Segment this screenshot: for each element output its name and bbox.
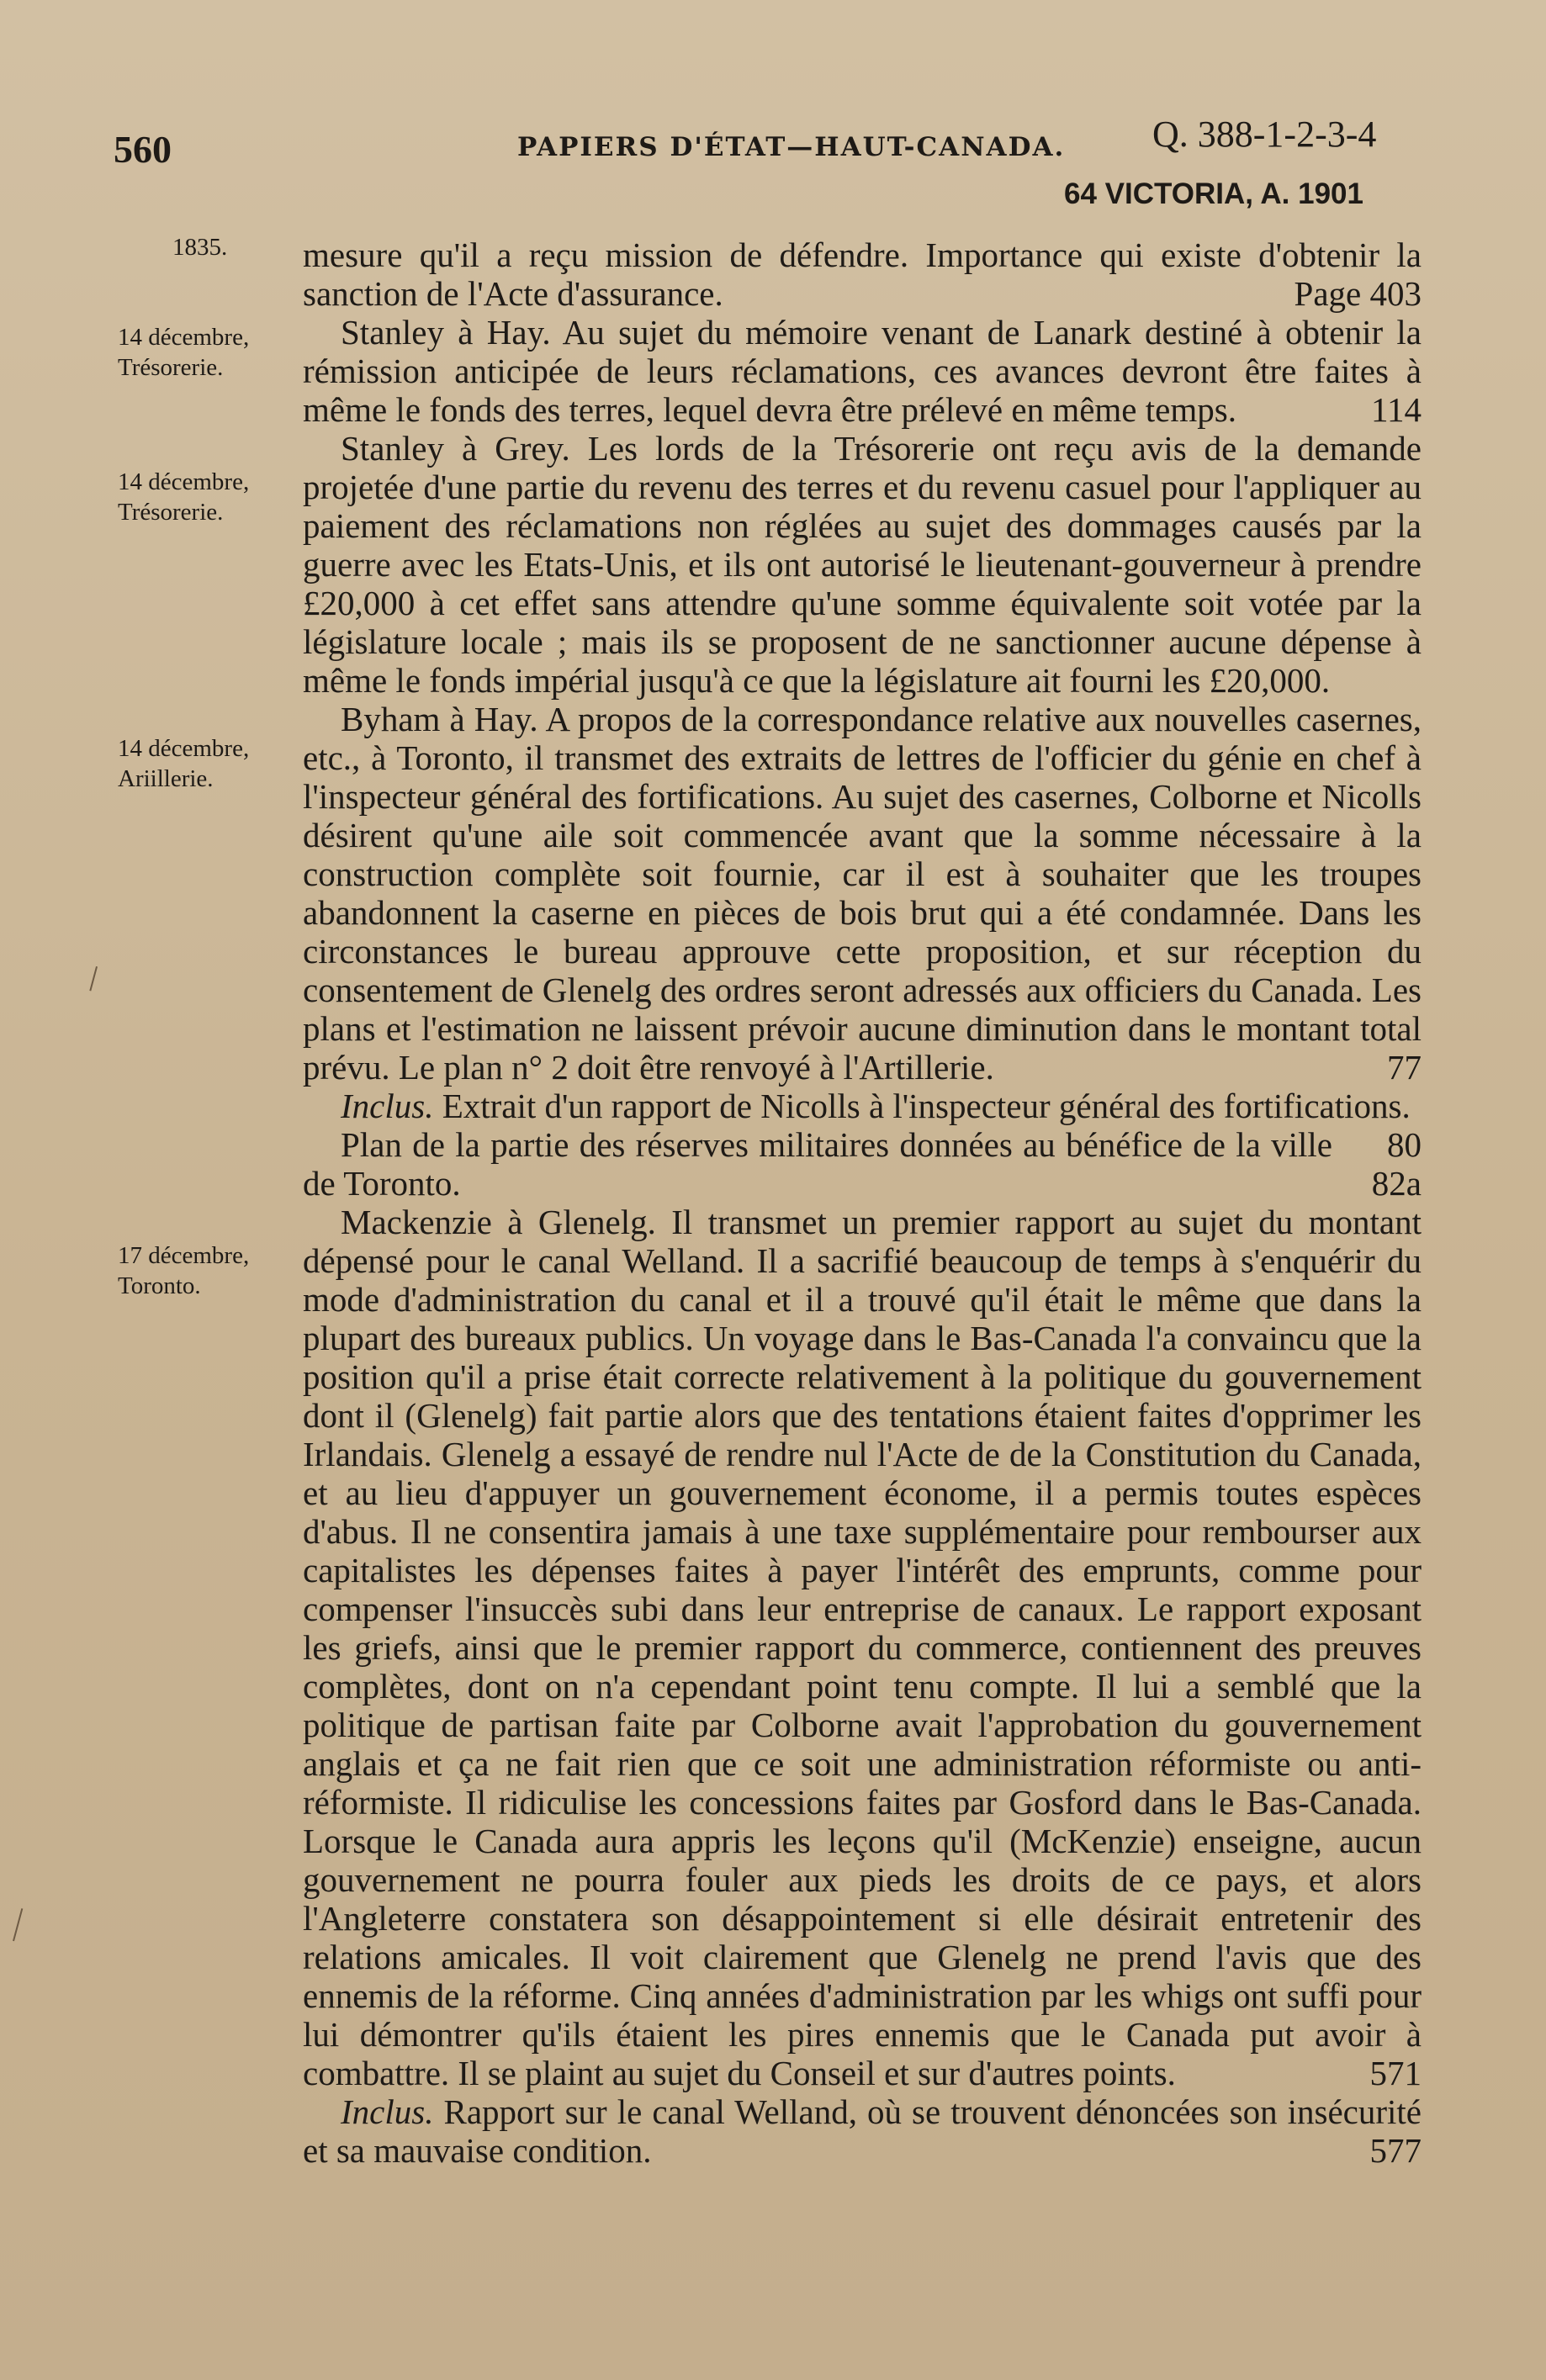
margin-place: Trésorerie. — [118, 499, 224, 526]
enclosure: Inclus. Rapport sur le canal Welland, où se trouvent dénoncées son insécurité et sa mauvaise condition. 577 — [303, 2092, 1422, 2170]
enclosure: Inclus. Extrait d'un rapport de Nicolls à l'inspecteur général des fortifications. 80 — [341, 1087, 1422, 1164]
entry-mackenzie-glenelg: Mackenzie à Glenelg. Il transmet un premier rapport au sujet du montant dépensé pour le canal Welland. Il a sacrifié beaucoup de temps à s'enquérir du mode d'administration du canal et il a trouvé qu'il était le même que dans la plupart des bureaux publics. Un voyage dans le Bas-Canada l'a convaincu que la position qu'il a prise était correcte relativement à la politique du gouvernement dont il (Glenelg) fait partie alors que des tentations étaient faites d'opprimer les Irlandais. Glenelg a essayé de rendre nul l'Acte de de la Constitution du Canada, et au lieu d'appuyer un gouvernement économe, il a permis toutes espèces d'abus. Il ne consentira jamais à une taxe supplémentaire pour rembourser aux capitalistes les dépenses faites à payer l'intérêt des emprunts, comme pour compenser l'insuccès subi dans leur entreprise de canaux. Le rapport exposant les griefs, ainsi que le premier rapport du commerce, contiennent des preuves complètes, dont on n'a cependant point tenu compte. Il lui a semblé que la politique de partisan faite par Colborne avait l'approbation du gouvernement anglais et ça ne fait rien que ce soit une administration réformiste ou anti-réformiste. Il ridiculise les concessions faites par Gosford dans le Bas-Canada. Lorsque le Canada aura appris les leçons qu'il (McKenzie) enseigne, aucun gouvernement ne pourra fouler aux pieds les droits de ce pays, et alors l'Angleterre constatera son désappointement si elle désirait entretenir des relations amicales. Il voit clairement que Glenelg ne prend l'avis que des ennemis de la réforme. Cinq années d'administration par les whigs ont suffi pour lui démontrer qu'ils étaient les pires ennemis que le Canada put avoir à combattre. Il se plaint au sujet du Conseil et sur d'autres points. 571 — [303, 1203, 1422, 2092]
margin-date: 17 décembre, — [118, 1242, 250, 1269]
page-ref: 77 — [1387, 1048, 1422, 1087]
margin-place: Ariillerie. — [118, 765, 214, 792]
archive-reference: Q. 388-1-2-3-4 — [1152, 114, 1377, 155]
running-title: PAPIERS D'ÉTAT—HAUT-CANADA. — [517, 132, 1066, 162]
ink-mark — [13, 1908, 31, 1944]
margin-date: 14 décembre, — [118, 468, 250, 495]
margin-note-1 — [118, 322, 303, 383]
enclosure-label: Inclus. — [341, 1087, 434, 1125]
entry-stanley-hay: Stanley à Hay. Au sujet du mémoire venant de Lanark destiné à obtenir la rémission anticipée de leurs réclamations, ces avances devront être faites à même le fonds des terres, lequel devra être prélevé en même temps. 114 — [303, 313, 1422, 429]
year-label: 1835. — [172, 234, 228, 261]
margin-date: 14 décembre, — [118, 324, 250, 351]
margin-year — [118, 232, 303, 262]
enclosure-plan: Plan de la partie des réserves militaires données au bénéfice de la ville de Toronto. 82a — [303, 1125, 1422, 1203]
page-number: 560 — [114, 128, 172, 171]
page-ref: 577 — [1369, 2131, 1422, 2170]
page-ref: 571 — [1369, 2054, 1422, 2092]
entry-continuation: mesure qu'il a reçu mission de défendre. Importance qui existe d'obtenir la sanction de l'Acte d'assurance. Page 403 — [303, 235, 1422, 313]
ink-mark — [89, 966, 105, 993]
margin-date: 14 décembre, — [118, 735, 250, 762]
main-text — [303, 235, 1422, 2170]
margin-place: Toronto. — [118, 1272, 201, 1299]
margin-place: Trésorerie. — [118, 354, 224, 381]
margin-note-3 — [118, 733, 303, 794]
session-label: 64 VICTORIA, A. 1901 — [1064, 177, 1363, 210]
enclosure-label: Inclus. — [341, 2092, 434, 2131]
entry-stanley-grey: Stanley à Grey. Les lords de la Trésorerie ont reçu avis de la demande projetée d'une partie du revenu des terres et du revenu casuel pour l'appliquer au paiement des réclamations non réglées au sujet des dommages causés par la guerre avec les Etats-Unis, et ils ont autorisé le lieutenant-gouverneur à prendre £20,000 à cet effet sans attendre qu'une somme équivalente soit votée par la législature locale ; mais ils se proposent de ne sanctionner aucune dépense à même le fonds impérial jusqu'à ce que la législature ait fourni les £20,000. — [303, 429, 1422, 700]
margin-note-2 — [118, 467, 303, 527]
page-ref: 82a — [1371, 1164, 1422, 1203]
margin-note-4 — [118, 1240, 303, 1301]
page-ref: 80 — [1387, 1125, 1422, 1164]
page-ref: Page 403 — [1294, 274, 1422, 313]
page-ref: 114 — [1371, 390, 1422, 429]
entry-byham-hay: Byham à Hay. A propos de la correspondance relative aux nouvelles casernes, etc., à Toronto, il transmet des extraits de lettres de l'officier du génie en chef à l'inspecteur général des fortifications. Au sujet des casernes, Colborne et Nicolls désirent qu'une aile soit commencée avant que la somme nécessaire à la construction complète soit fournie, car il est à souhaiter que les troupes abandonnent la caserne en pièces de bois brut qui a été condamnée. Dans les circonstances le bureau approuve cette proposition, et sur réception du consentement de Glenelg des ordres seront adressés aux officiers du Canada. Les plans et l'estimation ne laissent prévoir aucune diminution dans le montant total prévu. Le plan n° 2 doit être renvoyé à l'Artillerie. 77 — [303, 700, 1422, 1087]
